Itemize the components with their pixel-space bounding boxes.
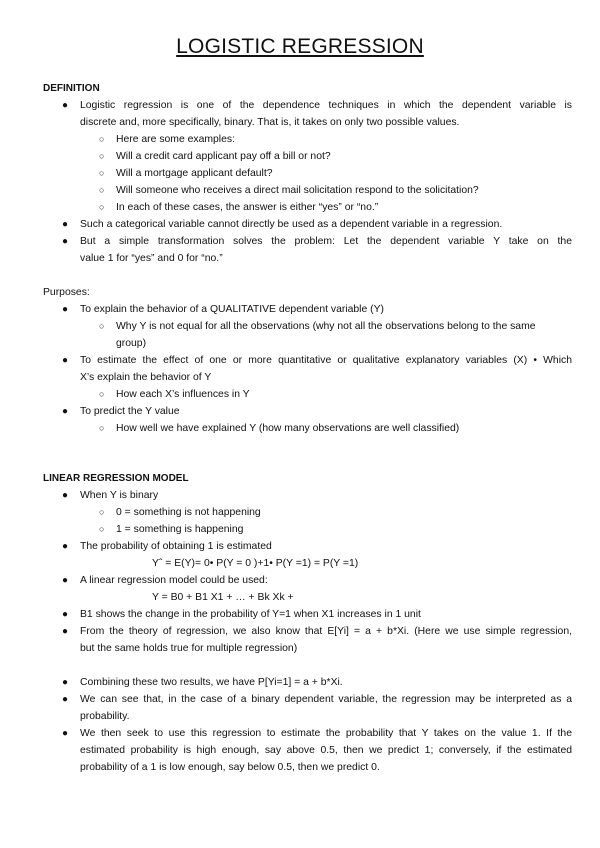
definition-heading: DEFINITION [43, 83, 100, 94]
definition-paragraph-3-line-1: But a simple transformation solves the problem: Let the dependent variable Y take on the [80, 236, 572, 247]
linear-sub-item: 0 = something is not happening [116, 507, 261, 518]
definition-paragraph-1-line-1: Logistic regression is one of the dependence techniques in which the dependent variable is [80, 100, 572, 111]
sub-bullet-icon: ○ [99, 423, 105, 433]
purpose-item: To predict the Y value [80, 406, 180, 417]
bullet-icon: ● [62, 541, 69, 552]
example-item: Will someone who receives a direct mail solicitation respond to the solicitation? [116, 185, 479, 196]
bullet-icon: ● [62, 626, 69, 637]
sub-bullet-icon: ○ [99, 168, 105, 178]
linear-item: Combining these two results, we have P[Yi=1] = a + b*Xi. [80, 677, 343, 688]
sub-bullet-icon: ○ [99, 507, 105, 517]
bullet-icon: ● [62, 677, 69, 688]
sub-bullet-icon: ○ [99, 389, 105, 399]
example-item: Here are some examples: [116, 134, 235, 145]
definition-paragraph-1-line-2: discrete and, more specifically, binary. That is, it takes on only two possible values. [80, 117, 460, 128]
linear-item: The probability of obtaining 1 is estimated [80, 541, 272, 552]
purpose-sub-item-line-2: group) [116, 338, 147, 349]
linear-item-line-1: From the theory of regression, we also know that E[Yi] = a + b*Xi. (Here we use simple regression, [80, 626, 572, 637]
bullet-icon: ● [62, 609, 69, 620]
sub-bullet-icon: ○ [99, 202, 105, 212]
purposes-heading: Purposes: [43, 287, 90, 298]
example-item: Will a credit card applicant pay off a bill or not? [116, 151, 331, 162]
example-item: In each of these cases, the answer is either “yes” or “no.” [116, 202, 379, 213]
linear-item: B1 shows the change in the probability of Y=1 when X1 increases in 1 unit [80, 609, 421, 620]
linear-item: A linear regression model could be used: [80, 575, 268, 586]
page-title: LOGISTIC REGRESSION [176, 35, 424, 58]
definition-paragraph-3-line-2: value 1 for “yes” and 0 for “no.” [80, 253, 223, 264]
purpose-sub-item: How each X’s influences in Y [116, 389, 250, 400]
linear-item-line-3: probability of a 1 is low enough, say below 0.5, then we predict 0. [80, 762, 380, 773]
linear-item-line-1: We can see that, in the case of a binary dependent variable, the regression may be interpreted as a [80, 694, 572, 705]
linear-item-line-2: but the same holds true for multiple regression) [80, 643, 298, 654]
bullet-icon: ● [62, 236, 69, 247]
purpose-sub-item: How well we have explained Y (how many observations are well classified) [116, 423, 460, 434]
linear-item-line-1: We then seek to use this regression to estimate the probability that Y takes on the value 1. If the [80, 728, 572, 739]
expected-value-equation: Yˆ = E(Y)= 0• P(Y = 0 )+1• P(Y =1) = P(Y =1) [152, 558, 359, 569]
definition-paragraph-2: Such a categorical variable cannot directly be used as a dependent variable in a regression. [80, 219, 503, 230]
sub-bullet-icon: ○ [99, 524, 105, 534]
sub-bullet-icon: ○ [99, 151, 105, 161]
bullet-icon: ● [62, 355, 69, 366]
bullet-icon: ● [62, 100, 69, 111]
linear-item: When Y is binary [80, 490, 159, 501]
linear-item-line-2: estimated probability is high enough, say above 0.5, then we predict 1; conversely, if the estimated [80, 745, 572, 756]
bullet-icon: ● [62, 219, 69, 230]
purpose-item-line-2: X’s explain the behavior of Y [80, 372, 212, 383]
bullet-icon: ● [62, 490, 69, 501]
bullet-icon: ● [62, 694, 69, 705]
linear-item-line-2: probability. [80, 711, 130, 722]
bullet-icon: ● [62, 575, 69, 586]
bullet-icon: ● [62, 728, 69, 739]
sub-bullet-icon: ○ [99, 321, 105, 331]
purpose-item-line-1: To estimate the effect of one or more quantitative or qualitative explanatory variables (X) • Which [80, 355, 572, 366]
purpose-sub-item-line-1: Why Y is not equal for all the observations (why not all the observations belong to the same [116, 321, 536, 332]
regression-equation: Y = B0 + B1 X1 + … + Bk Xk + [152, 592, 294, 603]
linear-sub-item: 1 = something is happening [116, 524, 244, 535]
bullet-icon: ● [62, 406, 69, 417]
purpose-item: To explain the behavior of a QUALITATIVE dependent variable (Y) [80, 304, 384, 315]
sub-bullet-icon: ○ [99, 134, 105, 144]
example-item: Will a mortgage applicant default? [116, 168, 273, 179]
bullet-icon: ● [62, 304, 69, 315]
sub-bullet-icon: ○ [99, 185, 105, 195]
linear-model-heading: LINEAR REGRESSION MODEL [43, 473, 189, 484]
